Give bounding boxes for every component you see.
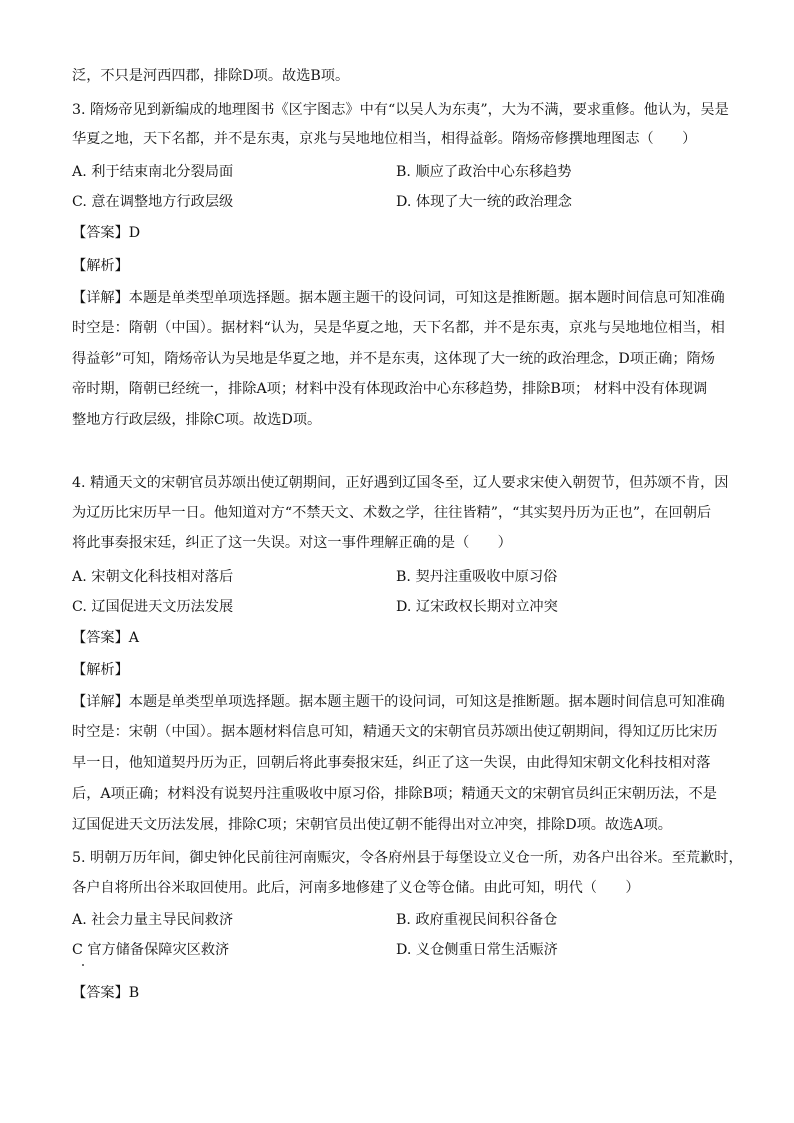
- analysis-label: 【解析】: [72, 258, 129, 274]
- option-c: C. 辽国促进天文历法发展: [72, 599, 234, 615]
- option-a: A. 社会力量主导民间救济: [72, 912, 234, 928]
- option-b: B. 顺应了政治中心东移趋势: [396, 164, 572, 180]
- question-5-stem: 5. 明朝万历年间，御史钟化民前往河南赈灾，令各府州县于每堡设立义仓一所，劝各户出谷米。至荒歉时，: [72, 850, 743, 866]
- question-3-stem: 3. 隋炀帝见到新编成的地理图书《区宇图志》中有“以吴人为东夷”，大为不满，要求重修。他认为，吴是: [72, 102, 729, 118]
- answer-label: 【答案】D: [72, 225, 141, 241]
- explanation-line: 辽国促进天文历法发展，排除C项；宋朝官员出使辽朝不能得出对立冲突，排除D项。故选A项。: [72, 817, 672, 833]
- option-a: A. 宋朝文化科技相对落后: [72, 569, 234, 585]
- option-c: C. 意在调整地方行政层级: [72, 194, 234, 210]
- question-4-stem: 4. 精通天文的宋朝官员苏颂出使辽朝期间，正好遇到辽国冬至，辽人要求宋使入朝贺节，但苏颂不肯，因: [72, 475, 729, 491]
- option-b: B. 契丹注重吸收中原习俗: [396, 569, 558, 585]
- option-d: D. 辽宋政权长期对立冲突: [396, 599, 558, 615]
- option-a: A. 利于结束南北分裂局面: [72, 164, 234, 180]
- option-d: D. 义仓侧重日常生活赈济: [396, 942, 558, 958]
- explanation-line: 【详解】本题是单类型单项选择题。据本题主题干的设问词，可知这是推断题。据本题时间信息可知准确: [72, 290, 725, 306]
- question-4-stem: 为辽历比宋历早一日。他知道对方“不禁天文、术数之学，往往皆精”，“其实契丹历为正也”，在回朝后: [72, 505, 712, 521]
- option-d: D. 体现了大一统的政治理念: [396, 194, 572, 210]
- explanation-line: 【详解】本题是单类型单项选择题。据本题主题干的设问词，可知这是推断题。据本题时间信息可知准确: [72, 694, 725, 710]
- question-3-stem: 华夏之地，天下名都，并不是东夷，京兆与吴地地位相当，相得益彰。隋炀帝修撰地理图志（ ）: [72, 131, 697, 147]
- explanation-line: 早一日，他知道契丹历为正，回朝后将此事奏报宋廷，纠正了这一失误，由此得知宋朝文化科技相对落: [72, 755, 711, 771]
- stray-mark: [82, 964, 84, 966]
- answer-label: 【答案】A: [72, 630, 139, 646]
- option-b: B. 政府重视民间积谷备仓: [396, 912, 558, 928]
- explanation-line: 得益彰”可知，隋炀帝认为吴地是华夏之地，并不是东夷，这体现了大一统的政治理念，D项正确；隋炀: [72, 351, 715, 367]
- explanation-line: 帝时期，隋朝已经统一，排除A项；材料中没有体现政治中心东移趋势，排除B项； 材料中没有体现调: [72, 381, 708, 397]
- text-line: 泛，不只是河西四郡，排除D项。故选B项。: [72, 68, 350, 84]
- option-c: C 官方储备保障灾区救济: [72, 942, 230, 958]
- explanation-line: 后，A项正确；材料没有说契丹注重吸收中原习俗，排除B项；精通天文的宋朝官员纠正宋朝历法，不是: [72, 786, 717, 802]
- explanation-line: 时空是：宋朝（中国）。据本题材料信息可知，精通天文的宋朝官员苏颂出使辽朝期间，得知辽历比宋历: [72, 724, 718, 740]
- question-4-stem: 将此事奏报宋廷，纠正了这一失误。对这一事件理解正确的是（ ）: [72, 535, 512, 551]
- analysis-label: 【解析】: [72, 662, 129, 678]
- explanation-line: 整地方行政层级，排除C项。故选D项。: [72, 412, 322, 428]
- explanation-line: 时空是：隋朝（中国）。据材料“认为，吴是华夏之地，天下名都，并不是东夷，京兆与吴地地位相当，相: [72, 320, 725, 336]
- question-5-stem: 各户自将所出谷米取回使用。此后，河南多地修建了义仓等仓储。由此可知，明代（ ）: [72, 880, 640, 896]
- answer-label: 【答案】B: [72, 985, 140, 1001]
